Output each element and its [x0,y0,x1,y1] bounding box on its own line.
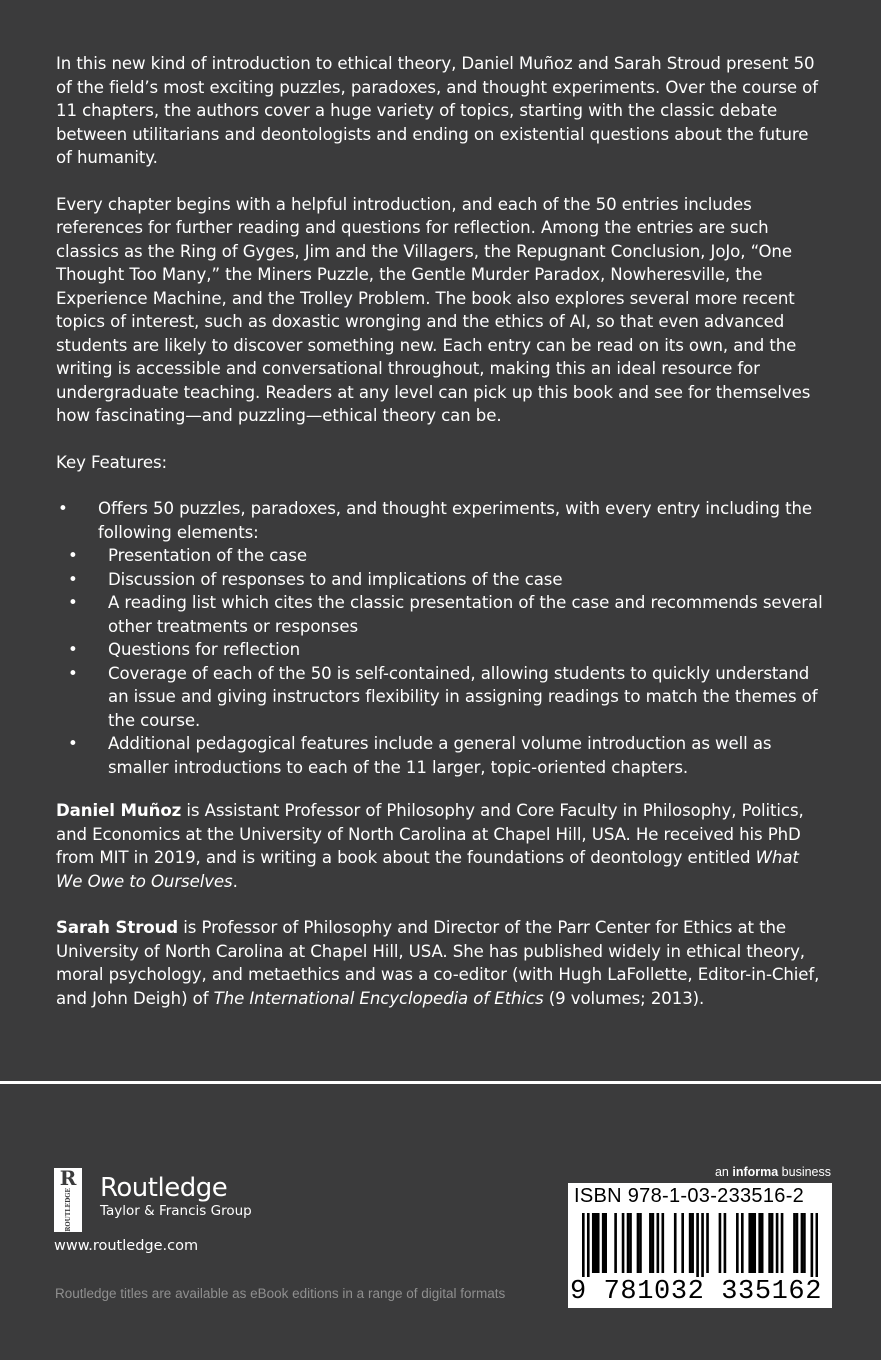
key-feature-subitem: • Discussion of responses to and implications of the case [98,568,826,592]
barcode-bars [582,1213,818,1277]
key-feature-subitem: • Additional pedagogical features include a general volume introduction as well as smaller introductions to each of the 11 larger, topic-oriented chapters. [98,732,826,779]
description-paragraph-1: In this new kind of introduction to ethical theory, Daniel Muñoz and Sarah Stroud present 50 of the field’s most exciting puzzles, paradoxes, and thought experiments. Over the course of 11 chapters, the authors cover a huge variety of topics, starting with the classic debate between utilitarians and deontologists and ending on existential questions about the future of humanity. [56,54,818,167]
barcode-digits: 9 781032 335162 [570,1277,823,1307]
ebook-note: Routledge titles are available as eBook editions in a range of digital formats [55,1286,506,1301]
barcode-bar [602,1213,605,1273]
barcode-bar [793,1213,796,1273]
author-bio-text: is Assistant Professor of Philosophy and Core Faculty in Philosophy, Politics, and Economics at the University of North Carolina at Chapel Hill, USA. He received his PhD from MIT in 2019, and is writing a book about the foundations of deontology entitled [56,801,804,867]
barcode-bar [706,1213,709,1273]
barcode-bar [776,1213,779,1273]
informa-prefix: an [714,1165,733,1179]
barcode-bar [701,1213,704,1277]
barcode-bar [771,1213,774,1273]
seal-letter: R [59,1166,77,1191]
isbn-text: ISBN 978-1-03-233516-2 [574,1185,805,1207]
barcode-bar [657,1213,660,1273]
publisher-url: www.routledge.com [54,1238,199,1254]
barcode-bar [674,1213,677,1273]
back-cover-text [56,52,826,1033]
key-feature-subitem: • Questions for reflection [98,638,826,662]
description-paragraph-2: Every chapter begins with a helpful introduction, and each of the 50 entries includes references for further reading and questions for reflection. Among the entries are such classics as the Ring of Gyges, Jim and the Villagers, the Repugnant Conclusion, JoJo, “One Thought Too Many,” the Miners Puzzle, the Gentle Murder Paradox, Nowheresville, the Experience Machine, and the Trolley Problem. The book also explores several more recent topics of interest, such as doxastic wronging and the ethics of AI, so that even advanced students are likely to discover something new. Each entry can be read on its own, and the writing is accessible and conversational throughout, making this an ideal resource for undergraduate teaching. Readers at any level can pick up this book and see for themselves how fascinating—and puzzling—ethical theory can be. [56,194,811,425]
author-name-munoz: Daniel Muñoz [56,801,182,820]
informa-suffix: business [778,1165,831,1179]
author-book-title: What We Owe to Ourselves [56,848,799,891]
barcode-bar [604,1213,607,1273]
barcode-bar [761,1213,764,1273]
barcode-bar [592,1213,595,1273]
routledge-seal-icon [54,1168,82,1232]
barcode-bar [627,1213,630,1273]
publisher-name: Routledge [100,1173,228,1203]
key-feature-subitem: • Coverage of each of the 50 is self-contained, allowing students to quickly understand an issue and giving instructors flexibility in assigning readings to match the themes of the course. [98,662,826,733]
barcode-bar [768,1213,771,1273]
barcode-bar [801,1213,804,1273]
barcode-bar [803,1213,806,1273]
barcode-bar [736,1213,739,1273]
key-feature-subitem: • A reading list which cites the classic presentation of the case and recommends several other treatments or responses [98,591,826,638]
barcode-bar [649,1213,652,1273]
barcode-bar [748,1213,751,1273]
barcode-bar [781,1213,784,1273]
key-feature-subitem: • Presentation of the case [98,544,826,568]
barcode-bar [753,1213,756,1273]
barcode-bar [751,1213,754,1273]
key-feature-main-text: Offers 50 puzzles, paradoxes, and thought experiments, with every entry including the following elements: [98,499,813,542]
barcode-bar [594,1213,597,1273]
barcode-bar [724,1213,727,1273]
barcode-bar [681,1213,684,1273]
author-book-title: The International Encyclopedia of Ethics [213,988,544,1008]
barcode-bar [719,1213,722,1273]
barcode-bar [622,1213,625,1273]
barcode-bar [758,1213,761,1273]
barcode-bar [811,1213,814,1277]
divider-line [0,1081,881,1084]
seal-text: ROUTLEDGE [64,1188,72,1232]
informa-brand: informa [732,1165,779,1179]
barcode-bar [597,1213,600,1273]
publisher-wordmark [100,1174,252,1220]
author-bio-munoz [56,799,826,893]
barcode-bar [816,1213,818,1277]
author-bio-end: . [232,871,238,891]
author-bio-text: is Professor of Philosophy and Director of the Parr Center for Ethics at the University of North Carolina at Chapel Hill, USA. She has published widely in ethical theory, moral psychology, and metaethics and was a co-editor (with Hugh LaFollette, Editor-in-Chief, and John Deigh) of [56,918,820,1008]
barcode-bar [639,1213,642,1273]
key-feature-main [56,497,826,779]
barcode-bar [689,1213,692,1273]
barcode-bar [691,1213,694,1273]
author-bio-end: (9 volumes; 2013). [543,988,705,1008]
barcode-bar [661,1213,664,1273]
barcode-bar [582,1213,585,1277]
publisher-logo [54,1166,252,1232]
key-feature-sublist [98,544,826,779]
barcode-bar [652,1213,655,1273]
barcode-bar [696,1213,699,1277]
author-bio-stroud [56,916,826,1010]
barcode-bar [637,1213,640,1273]
author-name-stroud: Sarah Stroud [56,918,179,937]
barcode-bar [741,1213,744,1273]
publisher-group: Taylor & Francis Group [100,1203,252,1219]
key-features-list [56,497,826,779]
barcode-bar [796,1213,799,1273]
informa-tagline [715,1165,831,1179]
key-features-heading: Key Features: [56,452,167,472]
barcode-bar [587,1213,590,1277]
isbn-barcode [568,1183,832,1308]
barcode-bar [629,1213,632,1273]
barcode-bar [614,1213,617,1273]
